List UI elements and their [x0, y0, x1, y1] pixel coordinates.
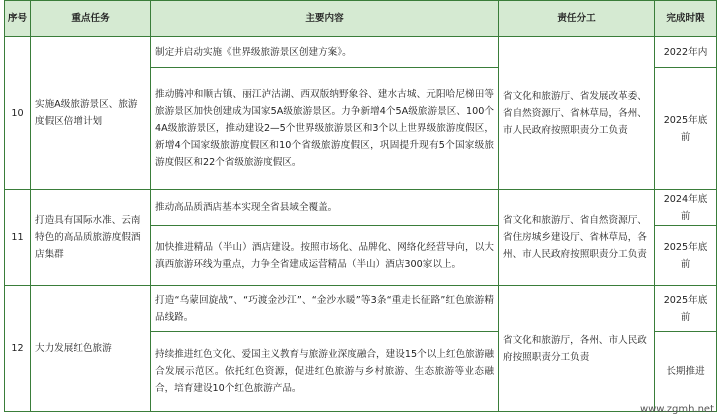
header-task: 重点任务 [31, 1, 151, 37]
table-row [5, 286, 717, 332]
row-deadline: 2024年底前 [655, 190, 717, 226]
header-seq: 序号 [5, 1, 31, 37]
row-content: 推动高品质酒店基本实现全省县域全覆盖。 [151, 190, 499, 226]
row-content: 制定并启动实施《世界级旅游景区创建方案》。 [151, 37, 499, 68]
row-deadline: 2022年内 [655, 37, 717, 68]
row-deadline: 长期推进 [655, 332, 717, 412]
row-task: 大力发展红色旅游 [31, 286, 151, 412]
task-table [4, 0, 717, 412]
header-responsibility: 责任分工 [499, 1, 655, 37]
header-row [5, 1, 717, 37]
row-deadline: 2025年底前 [655, 68, 717, 190]
table-row [5, 190, 717, 226]
row-task: 打造具有国际水准、云南特色的高品质旅游度假酒店集群 [31, 190, 151, 286]
row-deadline: 2025年底前 [655, 286, 717, 332]
row-deadline: 2025年底前 [655, 226, 717, 286]
row-content: 推动腾冲和顺古镇、丽江泸沽湖、西双版纳野象谷、建水古城、元阳哈尼梯田等旅游景区加快创建成为国家5A级旅游景区。力争新增4个5A级旅游景区、100个4A级旅游景区，推动建设2—5个世界级旅游景区和3个以上世界级旅游度假区，新增4个国家级旅游度假区和10个省级旅游度假区，巩固提升现有5个国家级旅游度假区和22个省级旅游度假区。 [151, 68, 499, 190]
header-content: 主要内容 [151, 1, 499, 37]
row-content: 打造“乌蒙回旋战”、“巧渡金沙江”、“金沙水暖”等3条“重走长征路”红色旅游精品线路。 [151, 286, 499, 332]
row-seq: 11 [5, 190, 31, 286]
row-seq: 10 [5, 37, 31, 190]
header-deadline: 完成时限 [655, 1, 717, 37]
row-responsibility: 省文化和旅游厅、省自然资源厅、省住房城乡建设厅、省林草局，各州、市人民政府按照职责分工负责 [499, 190, 655, 286]
table-row [5, 37, 717, 68]
row-content: 加快推进精品（半山）酒店建设。按照市场化、品牌化、网络化经营导向，以大滇西旅游环线为重点，力争全省建成运营精品（半山）酒店300家以上。 [151, 226, 499, 286]
row-task: 实施A级旅游景区、旅游度假区倍增计划 [31, 37, 151, 190]
row-seq: 12 [5, 286, 31, 412]
row-responsibility: 省文化和旅游厅、省发展改革委、省自然资源厅、省林草局，各州、市人民政府按照职责分工负责 [499, 37, 655, 190]
watermark: www.zgmh.net [639, 404, 714, 415]
row-responsibility: 省文化和旅游厅，各州、市人民政府按照职责分工负责 [499, 286, 655, 412]
row-content: 持续推进红色文化、爱国主义教育与旅游业深度融合，建设15个以上红色旅游融合发展示范区。依托红色资源，促进红色旅游与乡村旅游、生态旅游等业态融合，培育建设10个红色旅游产品。 [151, 332, 499, 412]
